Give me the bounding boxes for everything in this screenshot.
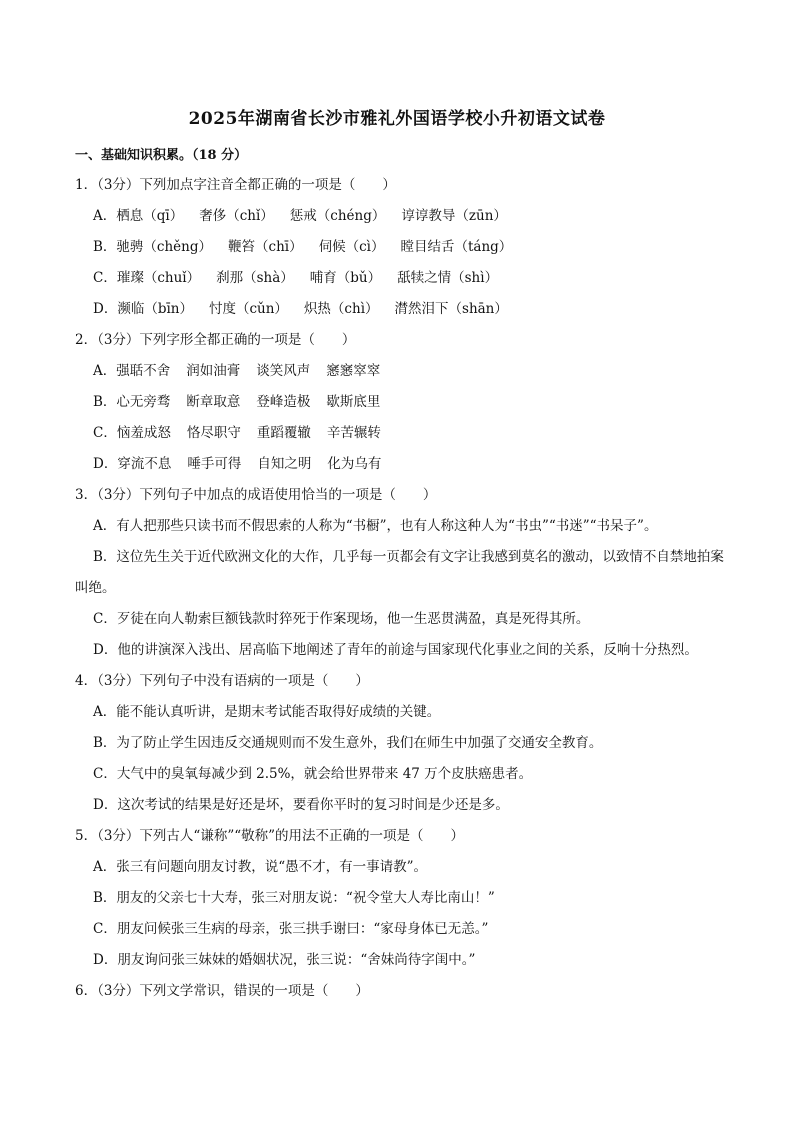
question-4-option-c[interactable]: C．大气中的臭氧每减少到 2.5%，就会给世界带来 47 万个皮肤癌患者。 — [93, 766, 533, 782]
question-4-option-a[interactable]: A．能不能认真听讲，是期末考试能否取得好成绩的关键。 — [93, 704, 441, 720]
option-term: A．栖息（qī） — [93, 208, 184, 224]
question-4-option-d[interactable]: D．这次考试的结果是好还是坏，要看你平时的复习时间是少还是多。 — [93, 797, 509, 813]
question-1-stem: 1．（3分）下列加点字注音全都正确的一项是（ ） — [75, 177, 396, 193]
option-term: 刹那（shà） — [216, 270, 294, 286]
exam-title: 2025年湖南省长沙市雅礼外国语学校小升初语文试卷 — [188, 109, 606, 129]
option-text: B．这位先生关于近代欧洲文化的大作，几乎每一页都会有文字让我感到莫名的激动，以致情不自禁地拍案叫绝。 — [75, 549, 724, 596]
option-term: C．恼羞成怒 — [93, 425, 171, 441]
option-term: A．强聒不舍 — [93, 363, 171, 379]
question-1-option-d[interactable] — [93, 294, 794, 325]
option-term: 恪尽职守 — [186, 425, 241, 441]
question-3-stem: 3．（3分）下列句子中加点的成语使用恰当的一项是（ ） — [75, 487, 437, 503]
option-term: 歇斯底里 — [326, 394, 381, 410]
question-2-option-c[interactable] — [93, 418, 794, 449]
question-5-option-d[interactable]: D．朋友询问张三妹妹的婚姻状况，张三说：“舍妹尚待字闺中。” — [93, 952, 476, 968]
question-6-stem: 6．（3分）下列文学常识，错误的一项是（ ） — [75, 983, 369, 999]
question-3-option-c[interactable]: C．歹徒在向人勒索巨额钱款时猝死于作案现场，他一生恶贯满盈，真是死得其所。 — [93, 611, 590, 627]
question-2-option-d[interactable] — [93, 449, 794, 480]
section-heading: 一、基础知识积累。（18 分） — [75, 148, 248, 163]
question-3-option-d[interactable]: D．他的讲演深入浅出、居高临下地阐述了青年的前途与国家现代化事业之间的关系，反响十分热烈。 — [93, 642, 698, 658]
question-5-option-a[interactable]: A．张三有问题向朋友讨教，说“愚不才，有一事请教”。 — [93, 859, 428, 875]
question-4-stem: 4．（3分）下列句子中没有语病的一项是（ ） — [75, 673, 369, 689]
option-term: 瞠目结舌（táng） — [400, 239, 513, 255]
option-term: 断章取意 — [186, 394, 241, 410]
question-2-option-b[interactable] — [93, 387, 794, 418]
option-term: 化为乌有 — [327, 456, 382, 472]
question-1-option-c[interactable] — [93, 263, 794, 294]
question-1-option-a[interactable] — [93, 201, 794, 232]
question-5-option-b[interactable]: B．朋友的父亲七十大寿，张三对朋友说：“祝令堂大人寿比南山！” — [93, 890, 495, 906]
option-term: 奢侈（chǐ） — [199, 208, 274, 224]
question-3-option-b[interactable] — [75, 542, 725, 604]
option-term: 潸然泪下（shān） — [394, 301, 508, 317]
option-term: 唾手可得 — [187, 456, 242, 472]
option-term: 重蹈覆辙 — [256, 425, 311, 441]
option-term: 忖度（cǔn） — [208, 301, 288, 317]
question-5-option-c[interactable]: C．朋友问候张三生病的母亲，张三拱手谢曰：“家母身体已无恙。” — [93, 921, 489, 937]
option-term: 惩戒（chéng） — [289, 208, 386, 224]
question-5-stem: 5．（3分）下列古人“谦称”“敬称”的用法不正确的一项是（ ） — [75, 828, 465, 844]
option-term: C．璀璨（chuǐ） — [93, 270, 201, 286]
option-term: 润如油膏 — [186, 363, 241, 379]
question-2-option-a[interactable] — [93, 356, 794, 387]
question-4-option-b[interactable]: B．为了防止学生因违反交通规则而不发生意外，我们在师生中加强了交通安全教育。 — [93, 735, 603, 751]
question-3-option-a[interactable]: A．有人把那些只读书而不假思索的人称为“书橱”，也有人称这种人为“书虫”“书迷”“书呆子”。 — [93, 518, 658, 534]
option-term: B．驰骋（chěng） — [93, 239, 213, 255]
option-term: 谈笑风声 — [256, 363, 311, 379]
question-1-option-b[interactable] — [93, 232, 794, 263]
option-term: 伺候（cì） — [318, 239, 385, 255]
option-term: 炽热（chì） — [303, 301, 379, 317]
option-term: D．濒临（bīn） — [93, 301, 193, 317]
option-term: 谆谆教导（zūn） — [401, 208, 507, 224]
option-term: B．心无旁骛 — [93, 394, 171, 410]
option-term: 辛苦辗转 — [326, 425, 381, 441]
option-term: 哺育（bǔ） — [309, 270, 382, 286]
option-term: 窸窸窣窣 — [326, 363, 381, 379]
question-list — [0, 170, 794, 1007]
option-term: 鞭笞（chī） — [228, 239, 303, 255]
option-term: D．穿流不息 — [93, 456, 172, 472]
question-2-stem: 2．（3分）下列字形全都正确的一项是（ ） — [75, 332, 356, 348]
option-term: 自知之明 — [257, 456, 312, 472]
option-term: 舐犊之情（shì） — [397, 270, 499, 286]
option-term: 登峰造极 — [256, 394, 311, 410]
